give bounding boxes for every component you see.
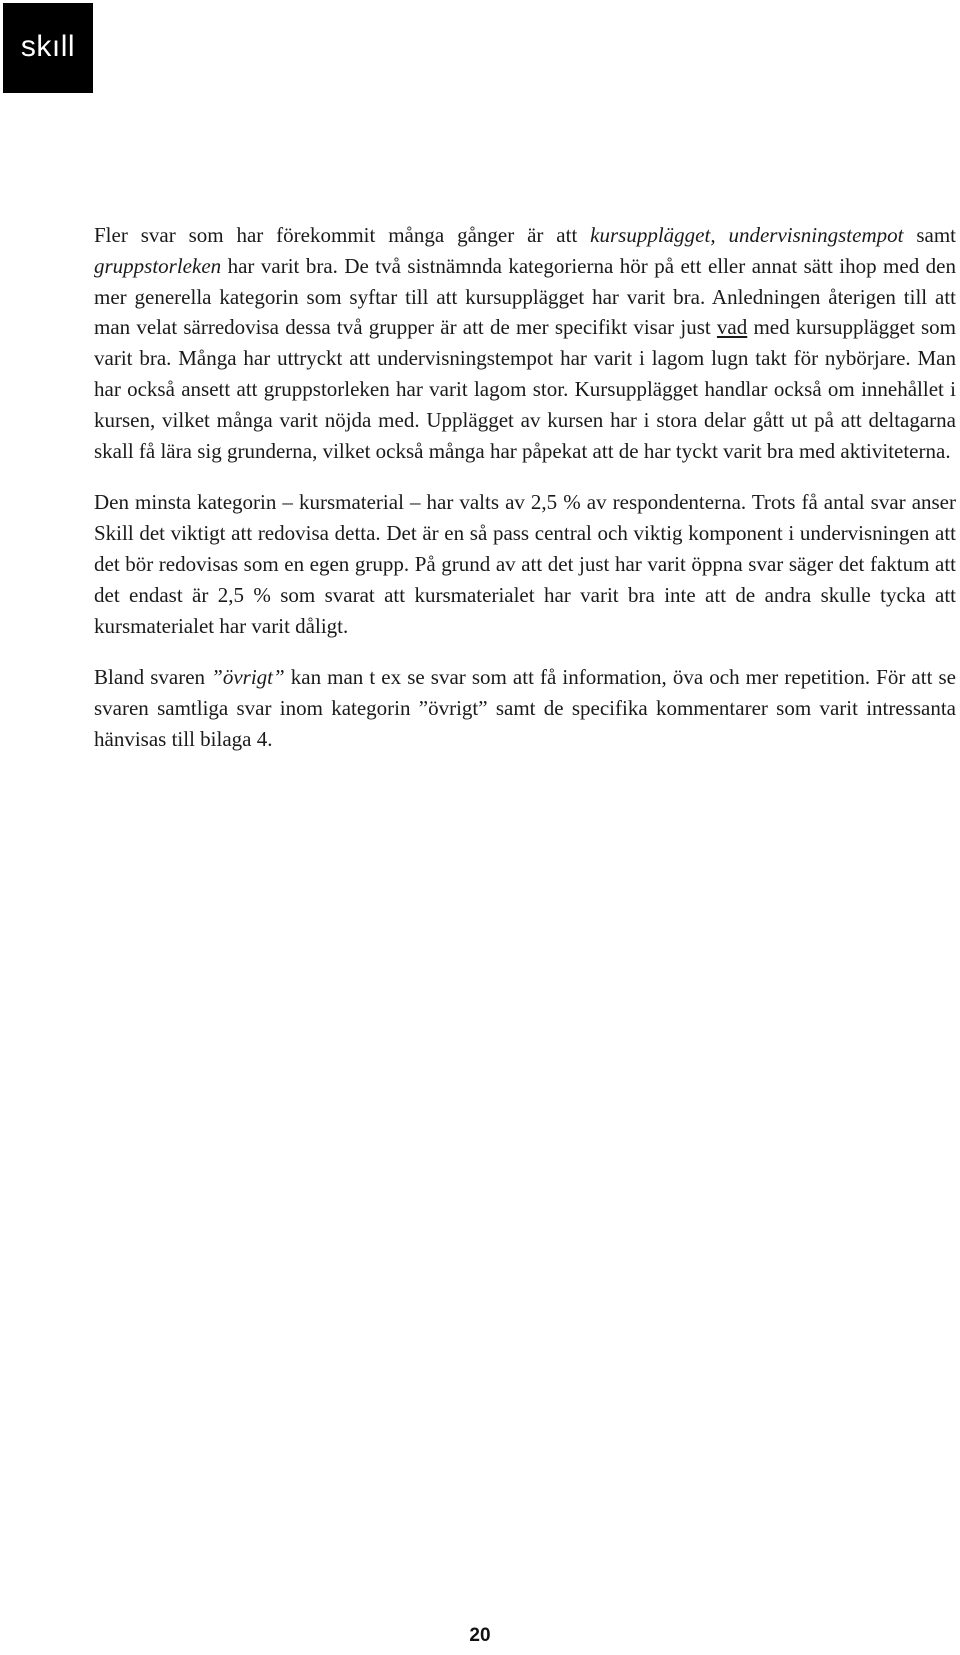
paragraph-1-text-3: har varit bra. De två sistnämnda kategorierna hör på ett eller annat sätt ihop med den mer generella kategorin som syftar till att kursupplägget har varit bra. Anledningen återigen till att man velat särredovisa dessa två grupper är att de mer specifikt visar just <box>94 253 956 340</box>
paragraph-1-text-2: samt <box>903 223 957 247</box>
paragraph-2-text-1: Den minsta kategorin – kursmaterial – har valts av 2,5 % av respondenterna. Trots få antal svar anser Skill det viktigt att redovisa detta. Det är en så pass central och viktig komponent i undervisningen att det bör redovisas som en egen grupp. På grund av att det just har varit öppna svar säger det faktum att det endast är 2,5 % som svarat att kursmaterialet har varit bra inte att de andra skulle tycka att kursmaterialet har varit dåligt. <box>94 490 956 638</box>
paragraph-3 <box>94 662 956 754</box>
paragraph-1-text-4: med kursupplägget som varit bra. Många har uttryckt att undervisningstempot har varit i lagom lugn takt för nybörjare. Man har också ansett att gruppstorleken har varit lagom stor. Kursupplägget handlar också om innehållet i kursen, vilket många varit nöjda med. Upplägget av kursen har i stora delar gått ut på att deltagarna skall få lära sig grunderna, vilket också många har påpekat att de har tyckt varit bra med aktiviteterna. <box>94 315 956 463</box>
paragraph-2 <box>94 487 956 641</box>
paragraph-1-italic-2: gruppstorleken <box>94 253 222 278</box>
skill-logo <box>3 3 93 93</box>
paragraph-1-italic-1: kursupplägget, undervisningstempot <box>590 223 904 247</box>
paragraph-1-text-1: Fler svar som har förekommit många gånger är att <box>94 223 591 247</box>
paragraph-3-italic: ”övrigt” <box>211 665 285 690</box>
page-number: 20 <box>469 1625 491 1646</box>
paragraph-3-text-2: kan man t ex se svar som att få information, öva och mer repetition. För att se svaren samtliga svar inom kategorin ”övrigt” samt de specifika kommentarer som varit intressanta hänvisas till bilaga 4. <box>94 665 956 751</box>
paragraph-1-underlined: vad <box>716 315 748 340</box>
document-body <box>94 220 956 755</box>
paragraph-3-text-1: Bland svaren <box>94 665 212 690</box>
logo-text: skıll <box>20 30 76 63</box>
paragraph-1 <box>94 220 956 466</box>
